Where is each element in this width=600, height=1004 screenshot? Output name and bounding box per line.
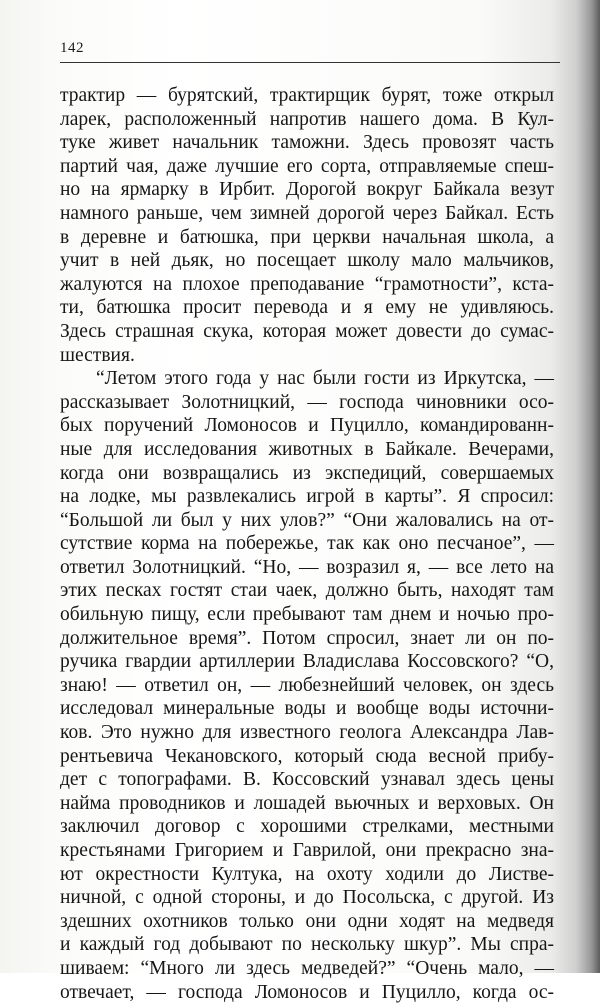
text-line: в деревне и батюшка, при церкви начальная школа, а [60,226,554,248]
text-line: ти, батюшка просит перевода и я ему не удивляюсь. [60,297,554,319]
paragraph-2 [60,367,554,1004]
text-line: дет с топографами. В. Коссовский узнавал здесь цены [60,769,554,791]
text-line: рассказывает Золотницкий, — господа чиновники осо- [60,391,554,413]
text-line: учит в ней дьяк, но посещает школу мало мальчиков, [60,250,554,272]
text-line: Здесь страшная скука, которая может довести до сумас- [60,320,554,342]
text-line: и каждый год добывают по нескольку шкур”. Мы спра- [60,934,554,956]
text-line: этих песках гостят стаи чаек, должно быть, находят там [60,580,554,602]
text-line: заключил договор с хорошими стрелками, местными [60,816,554,838]
text-line: но на ярмарку в Ирбит. Дорогой вокруг Байкала везут [60,179,554,201]
text-line: ларек, расположенный напротив нашего дома. В Кул- [60,108,554,130]
text-line: намного раньше, чем зимней дорогой через Байкал. Есть [60,202,554,224]
text-line: крестьянами Григорием и Гаврилой, они прекрасно зна- [60,840,554,861]
text-line: шиваем: “Много ли здесь медведей?” “Очень мало, — [60,957,554,979]
text-line: отвечает, — господа Ломоносов и Пуцилло, когда ос- [60,981,554,1003]
body-text [60,84,554,1004]
text-line: “Летом этого года у нас были гости из Иркутска, — [96,368,554,390]
text-line: ные для исследования животных в Байкале. Вечерами, [60,438,554,460]
text-line: сутствие корма на побережье, так как оно песчаное”, — [60,533,554,555]
text-line: рентьевича Чекановского, который сюда весной прибу- [60,745,554,767]
text-line: жалуются на плохое преподавание “грамотности”, кста- [60,273,554,295]
paragraph-1 [60,84,554,367]
text-line: найма проводников и лошадей вьючных и верховых. Он [60,792,554,814]
text-line: здешних охотников только они одни ходят на медведя [60,910,554,932]
text-line: должительное время”. Потом спросил, знает ли он по- [60,627,554,649]
text-line: исследовал минеральные воды и вообще воды источни- [60,698,554,720]
text-line: знаю! — ответил он, — любезнейший человек, он здесь [60,674,554,696]
text-line: ют окрестности Култука, на охоту ходили до Листве- [60,863,554,885]
text-line: шествия. [60,344,135,366]
text-line: когда они возвращались из экспедиций, совершаемых [60,462,554,484]
text-line: трактир — бурятский, трактирщик бурят, тоже открыл [60,85,554,106]
text-line: ков. Это нужно для известного геолога Александра Лав- [60,722,554,744]
page-number: 142 [60,40,84,56]
header-rule [60,62,560,63]
text-line: ответил Золотницкий. “Но, — возразил я, — все лето на [60,556,554,578]
text-line: ручика гвардии артиллерии Владислава Коссовского? “О, [60,651,554,673]
text-line: на лодке, мы развлекались игрой в карты”. Я спросил: [60,486,554,508]
text-line: обильную пищу, если пребывают там днем и ночью про- [60,604,554,626]
text-line: партий чая, даже лучшие его сорта, отправляемые спеш- [60,155,554,177]
text-line: ничной, с одной стороны, и до Посольска, с другой. Из [60,887,554,909]
text-line: бых поручений Ломоносов и Пуцилло, командированн- [60,415,554,437]
text-line: “Большой ли был у них улов?” “Они жаловались на от- [60,509,554,531]
text-line: туке живет начальник таможни. Здесь провозят часть [60,132,554,154]
